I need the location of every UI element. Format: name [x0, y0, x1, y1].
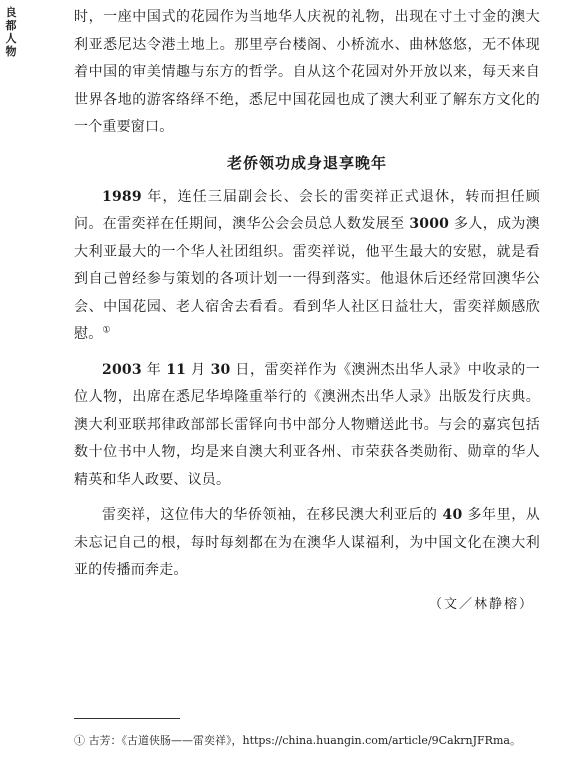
author-attribution: （文／林静榕） [428, 596, 534, 612]
side-label-char: 都 [5, 19, 17, 32]
side-label-char: 良 [5, 6, 17, 19]
footnote-text: 古芳：《古道侠肠——雷奕祥》，https://china.huangin.com/article/9CakrnJFRma。 [88, 734, 521, 747]
day-30: 30 [210, 361, 231, 378]
paragraph-3 [74, 357, 540, 495]
paragraph-3-text-b: 月 [186, 361, 211, 378]
paragraph-2 [74, 184, 540, 349]
member-count: 3000 [409, 216, 450, 232]
paragraph-1: 时，一座中国式的花园作为当地华人庆祝的礼物，出现在寸土寸金的澳大利亚悉尼达令港土地上。那里亭台楼阁、小桥流水、曲林悠悠，无不体现着中国的审美情趣与东方的哲学。自从这个花园对外开放以来，每天来自世界各地的游客络绎不绝，悉尼中国花园也成了澳大利亚了解东方文化的一个重要窗口。 [74, 9, 540, 135]
paragraph-4-text-b: 多年里，从未忘记自己的根，每时每刻都在为在澳华人谋福利，为中国文化在澳大利亚的传播而奔走。 [74, 507, 541, 578]
footnote-marker: ① [74, 734, 85, 747]
paragraph-2-text-b: 多人，成为澳大利亚最大的一个华人社团组织。雷奕祥说，他平生最大的安慰，就是看到自己曾经参与策划的各项计划一一得到落实。他退休后还经常回澳华公会、中国花园、老人宿舍去看看。看到华人社区日益壮大，雷奕祥颇感欣慰。 [74, 216, 541, 342]
year-1989: 1989 [102, 188, 142, 205]
footnote-ref: ① [102, 325, 111, 336]
side-label-char: 人 [5, 32, 17, 45]
years-40: 40 [442, 507, 463, 523]
paragraph-2-text-a: 年，连任三届副会长、会长的雷奕祥正式退休，转而担任顾问。在雷奕祥在任期间，澳华公会会员总人数发展至 [74, 188, 540, 232]
month-11: 11 [166, 361, 187, 378]
paragraph-4 [74, 502, 540, 585]
section-title: 老侨领功成身退享晚年 [226, 153, 387, 172]
side-label-char: 物 [5, 45, 17, 58]
running-header-vertical [4, 6, 18, 58]
body-text [74, 4, 540, 615]
paragraph-4-text-a: 雷奕祥，这位伟大的华侨领袖，在移民澳大利亚后的 [102, 507, 443, 523]
paragraph-3-text-c: 日，雷奕祥作为《澳洲杰出华人录》中收录的一位人物，出席在悉尼华埠隆重举行的《澳洲杰出华人录》出版发行庆典。澳大利亚联邦律政部部长雷铎向书中部分人物赠送此书。与会的嘉宾包括数十位书中人物，均是来自澳大利亚各州、市荣获各类勋衔、勋章的华人精英和华人政要、议员。 [74, 361, 540, 488]
footnote [74, 732, 544, 749]
year-2003: 2003 [102, 361, 142, 378]
paragraph-3-text-a: 年 [141, 361, 167, 378]
footnote-divider [74, 718, 180, 719]
